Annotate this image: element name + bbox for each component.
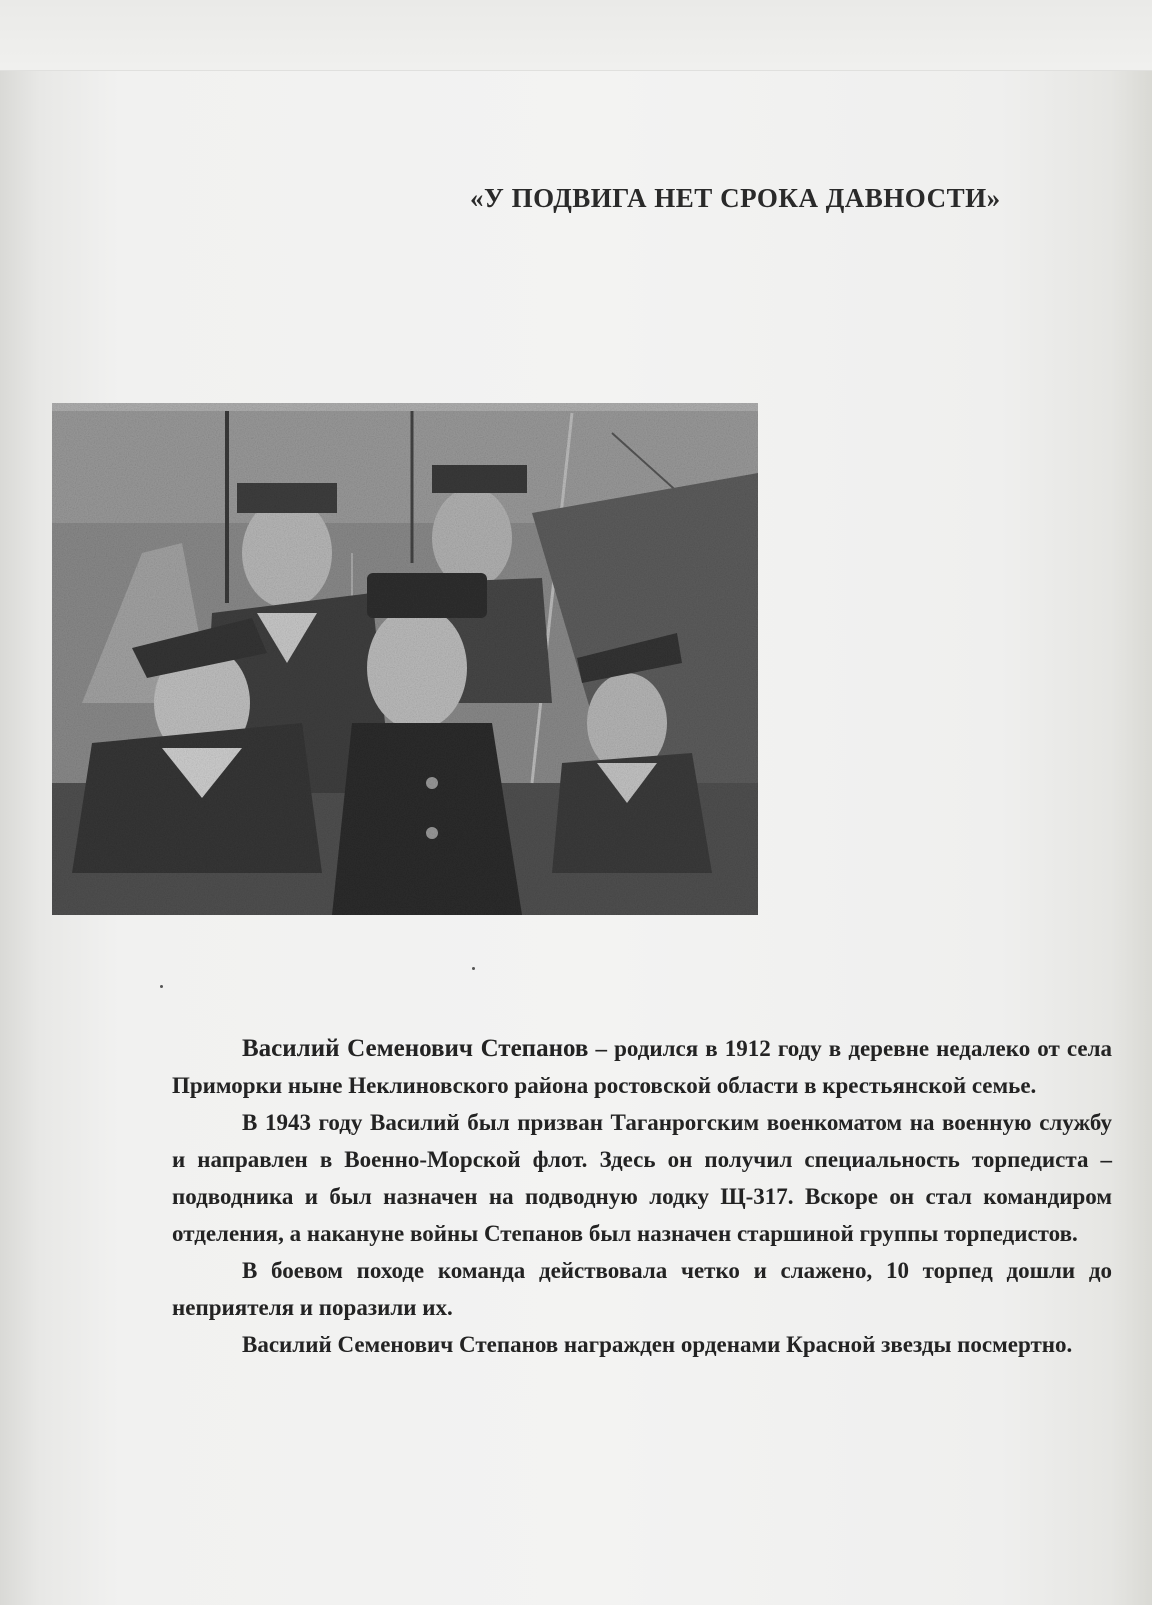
biography-text <box>172 1030 1112 1363</box>
sailors-group-photo <box>52 403 758 915</box>
document-heading: «У ПОДВИГА НЕТ СРОКА ДАВНОСТИ» <box>470 183 1001 213</box>
paragraph-1-rest: – родился в 1912 году в деревне недалеко от села Приморки ныне Неклиновского района ростовской области в крестьянской семье. <box>172 1036 1112 1098</box>
paragraph-4: Василий Семенович Степанов награжден орденами Красной звезды посмертно. <box>242 1332 1073 1357</box>
paragraph-1 <box>172 1030 1112 1104</box>
person-name: Василий Семенович Степанов <box>242 1035 589 1062</box>
speck <box>160 985 163 988</box>
paragraph-3: В боевом походе команда действовала четко и слажено, 10 торпед дошли до неприятеля и поразили их. <box>172 1258 1112 1320</box>
speck <box>472 967 475 970</box>
paragraph-2: В 1943 году Василий был призван Таганрогским военкоматом на военную службу и направлен в Военно-Морской флот. Здесь он получил специальность торпедиста – подводника и был назначен на подводную лодку Щ-317. Вскоре он стал командиром отделения, а накануне войны Степанов был назначен старшиной группы торпедистов. <box>172 1110 1112 1246</box>
